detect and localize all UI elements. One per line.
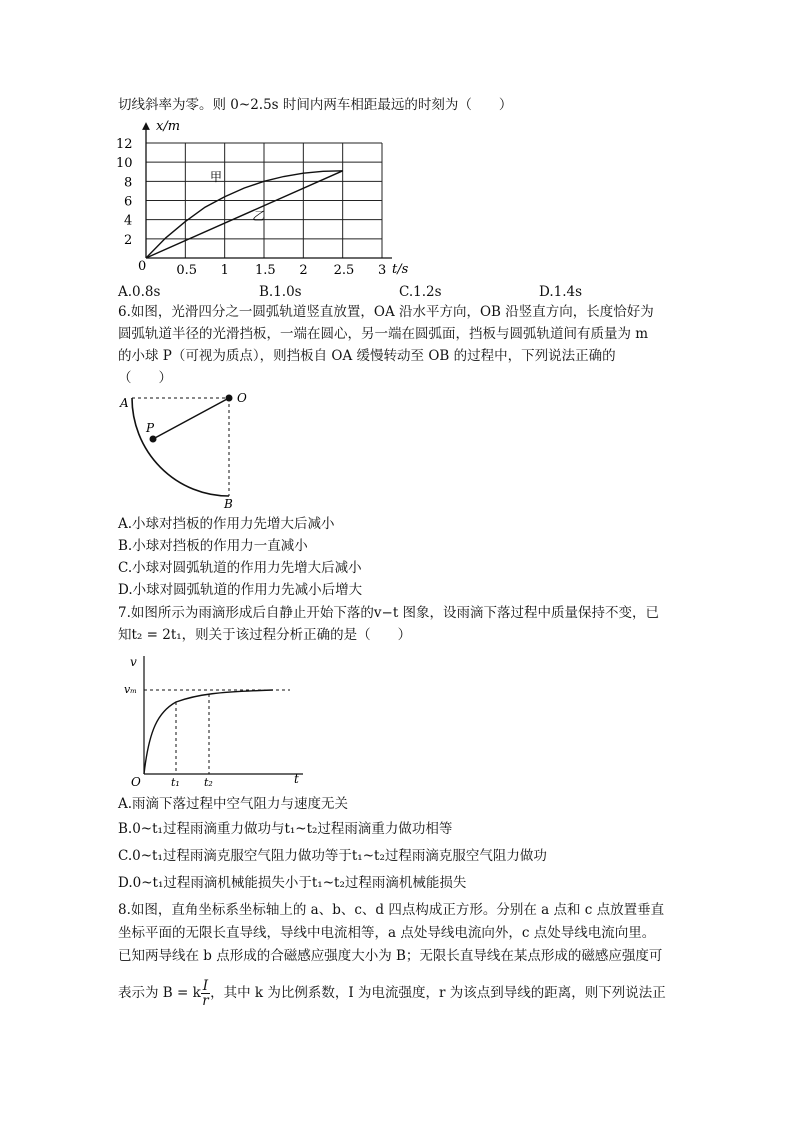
q6-line-4: （ ） bbox=[118, 370, 172, 386]
y-axis-label: x/m bbox=[156, 119, 181, 134]
q6-option-b[interactable]: B.小球对挡板的作用力一直减小 bbox=[118, 538, 308, 554]
q8-line-2: 坐标平面的无限长直导线，导线中电流相等，a 点处导线电流向外，c 点处导线电流向里。 bbox=[118, 925, 656, 941]
x-tick-label: 1.5 bbox=[255, 263, 276, 278]
y-tick-label: 2 bbox=[124, 232, 133, 248]
option-c[interactable]: C.1.2s bbox=[399, 284, 442, 300]
label-o: O bbox=[237, 391, 247, 405]
q6-line-1: 6.如图，光滑四分之一圆弧轨道竖直放置，OA 沿水平方向，OB 沿竖直方向，长度恰好为 bbox=[118, 304, 654, 320]
label-t2: t₂ bbox=[204, 776, 213, 788]
q7-line-2: 知t₂ = 2t₁，则关于该过程分析正确的是（ ） bbox=[118, 627, 412, 643]
origin-label: 0 bbox=[138, 259, 147, 274]
q7-option-a[interactable]: A.雨滴下落过程中空气阻力与速度无关 bbox=[118, 796, 349, 812]
series-label-yi: 乙 bbox=[252, 209, 265, 223]
series-label-jia: 甲 bbox=[210, 170, 223, 184]
q6-option-d[interactable]: D.小球对圆弧轨道的作用力先减小后增大 bbox=[118, 582, 363, 598]
q6-figure bbox=[114, 388, 254, 510]
q5-options bbox=[118, 284, 678, 304]
q6-line-2: 圆弧轨道半径的光滑挡板，一端在圆心，另一端在圆弧面，挡板与圆弧轨道间有质量为 m bbox=[118, 326, 649, 342]
y-tick-labels bbox=[116, 137, 133, 248]
q6-option-a[interactable]: A.小球对挡板的作用力先增大后减小 bbox=[118, 516, 335, 532]
label-a: A bbox=[120, 396, 129, 410]
y-tick-label: 12 bbox=[116, 137, 133, 152]
x-axis-label: t/s bbox=[392, 262, 409, 277]
label-t1: t₁ bbox=[171, 776, 180, 788]
option-a[interactable]: A.0.8s bbox=[118, 284, 161, 300]
q7-option-b[interactable]: B.0~t₁过程雨滴重力做功与t₁~t₂过程雨滴重力做功相等 bbox=[118, 821, 453, 837]
q5-stem-tail: 切线斜率为零。则 0~2.5s 时间内两车相距最远的时刻为（ ） bbox=[118, 97, 513, 113]
option-d[interactable]: D.1.4s bbox=[539, 284, 583, 300]
x-tick-label: 1 bbox=[220, 263, 229, 278]
x-tick-labels bbox=[176, 263, 386, 278]
y-tick-label: 4 bbox=[124, 213, 133, 229]
fraction-numerator: I bbox=[202, 978, 209, 994]
y-tick-label: 8 bbox=[124, 175, 133, 191]
q6-option-c[interactable]: C.小球对圆弧轨道的作用力先增大后减小 bbox=[118, 560, 362, 576]
q7-option-c[interactable]: C.0~t₁过程雨滴克服空气阻力做功等于t₁~t₂过程雨滴克服空气阻力做功 bbox=[118, 848, 547, 864]
chart-grid bbox=[146, 143, 382, 258]
y-tick-label: 6 bbox=[124, 194, 133, 210]
label-t: t bbox=[294, 772, 299, 786]
label-p: P bbox=[146, 421, 155, 435]
x-tick-label: 2 bbox=[299, 263, 308, 278]
q8-line-3: 已知两导线在 b 点形成的合磁感应强度大小为 B；无限长直导线在某点形成的磁感应强度可 bbox=[118, 948, 663, 964]
q7-figure bbox=[118, 650, 318, 788]
formula-fraction bbox=[201, 979, 210, 1008]
q7-line-1: 7.如图所示为雨滴形成后自静止开始下落的v−t 图象，设雨滴下落过程中质量保持不变，已 bbox=[118, 605, 660, 621]
x-tick-label: 0.5 bbox=[176, 263, 198, 278]
series-yi-line bbox=[146, 171, 343, 258]
label-v: v bbox=[130, 655, 137, 669]
formula-prefix: 表示为 B = k bbox=[118, 985, 201, 1001]
label-vm: vₘ bbox=[124, 683, 137, 696]
fraction-denominator: r bbox=[202, 993, 209, 1009]
formula-suffix: ，其中 k 为比例系数，I 为电流强度，r 为该点到导线的距离，则下列说法正 bbox=[210, 985, 666, 1001]
label-b: B bbox=[224, 497, 233, 510]
q8-line-1: 8.如图，直角坐标系坐标轴上的 a、b、c、d 四点构成正方形。分别在 a 点和 c 点放置垂直 bbox=[118, 902, 665, 918]
x-tick-label: 3 bbox=[378, 263, 387, 278]
label-origin: O bbox=[131, 775, 141, 788]
q7-option-d[interactable]: D.0~t₁过程雨滴机械能损失小于t₁~t₂过程雨滴机械能损失 bbox=[118, 875, 467, 891]
q5-chart bbox=[112, 118, 412, 283]
chart-series bbox=[146, 171, 343, 258]
chart-axes bbox=[146, 126, 392, 258]
option-b[interactable]: B.1.0s bbox=[259, 284, 302, 300]
x-tick-label: 2.5 bbox=[333, 263, 355, 278]
q8-line-4 bbox=[118, 978, 666, 1008]
q6-line-3: 的小球 P（可视为质点），则挡板自 OA 缓慢转动至 OB 的过程中，下列说法正确的 bbox=[118, 348, 616, 364]
y-tick-label: 10 bbox=[116, 156, 133, 172]
